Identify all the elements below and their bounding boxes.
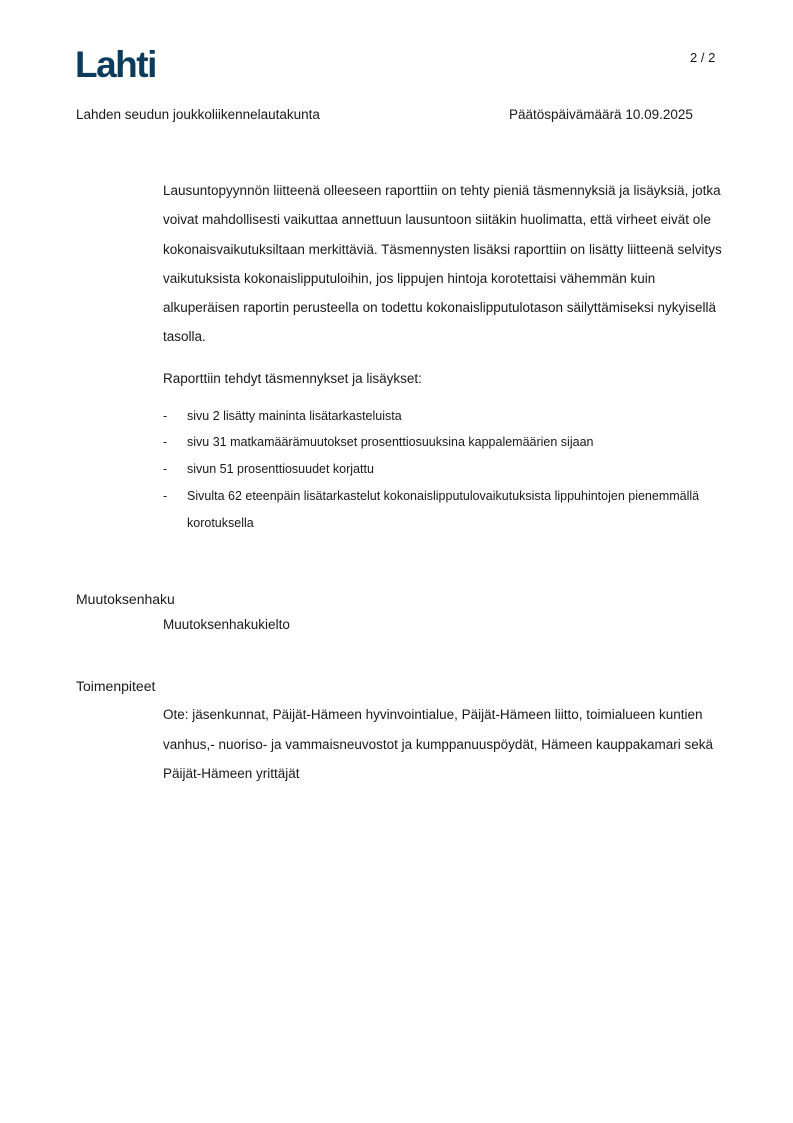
appeal-value: Muutoksenhakukielto (163, 617, 290, 632)
list-item: - Sivulta 62 eteenpäin lisätarkastelut kokonaislipputulovaikutuksista lippuhintojen pienemmällä korotuksella (163, 488, 700, 530)
organization-name: Lahden seudun joukkoliikennelautakunta (76, 107, 320, 122)
list-item: - sivu 31 matkamäärämuutokset prosenttiosuuksina kappalemäärien sijaan (163, 435, 594, 450)
appeal-heading: Muutoksenhaku (76, 591, 175, 607)
actions-text: Ote: jäsenkunnat, Päijät-Hämeen hyvinvointialue, Päijät-Hämeen liitto, toimialueen kuntien vanhus,- nuoriso- ja vammaisneuvostot ja kumppanuuspöydät, Hämeen kauppakamari sekä Päijät-Hämeen yrittäjät (163, 707, 714, 781)
actions-heading: Toimenpiteet (76, 678, 156, 694)
lahti-logo (75, 44, 167, 82)
list-item-text: Sivulta 62 eteenpäin lisätarkastelut kokonaislipputulovaikutuksista lippuhintojen pienemmällä korotuksella (187, 488, 700, 530)
list-item-text: sivun 51 prosenttiosuudet korjattu (187, 462, 374, 477)
list-item-text: sivu 2 lisätty maininta lisätarkasteluista (187, 408, 402, 423)
decision-date: Päätöspäivämäärä 10.09.2025 (509, 107, 693, 122)
document-body (163, 176, 723, 536)
list-intro: Raporttiin tehdyt täsmennykset ja lisäykset: (163, 370, 422, 386)
list-item: - sivu 2 lisätty maininta lisätarkasteluista (163, 408, 402, 423)
list-item: - sivun 51 prosenttiosuudet korjattu (163, 462, 374, 477)
page-number: 2 / 2 (690, 50, 716, 65)
logo-text: Lahti (75, 44, 156, 82)
body-paragraph: Lausuntopyynnön liitteenä olleeseen raporttiin on tehty pieniä täsmennyksiä ja lisäyksiä, jotka voivat mahdollisesti vaikuttaa annettuun lausuntoon siitäkin huolimatta, että virheet eivät ole kokonaisvaikutuksiltaan merkittäviä. Täsmennysten lisäksi raporttiin on lisätty liitteenä selvitys vaikutuksista kokonaislipputuloihin, jos lippujen hintoja korotettaisi vähemmän kuin alkuperäisen raportin perusteella on todettu kokonaislipputulotason säilyttämiseksi nykyisellä tasolla. (163, 183, 722, 345)
list-item-text: sivu 31 matkamäärämuutokset prosenttiosuuksina kappalemäärien sijaan (187, 435, 594, 450)
changes-list (163, 403, 723, 537)
